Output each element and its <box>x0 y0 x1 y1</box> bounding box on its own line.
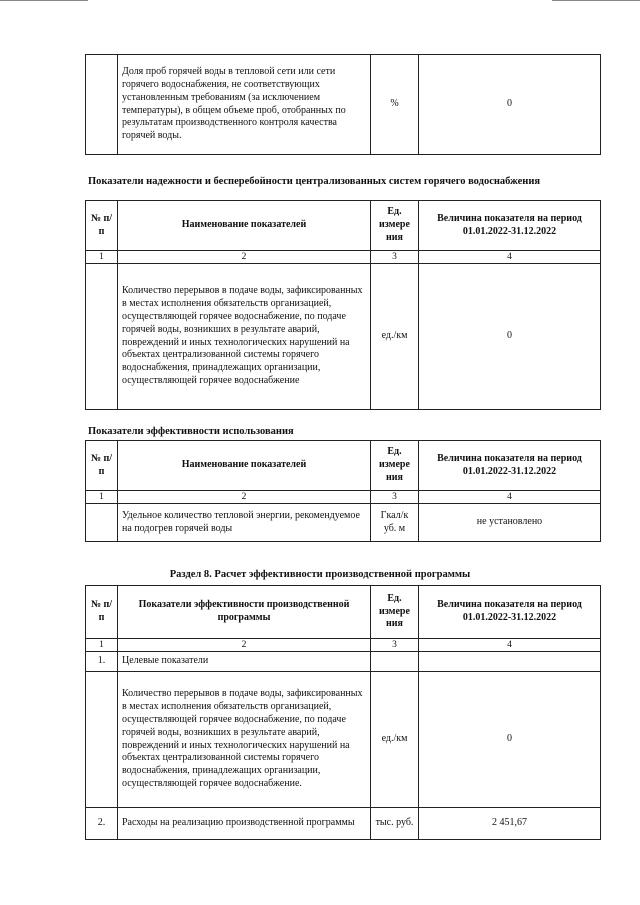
value-cell: не установлено <box>419 504 601 542</box>
indicator-name: Количество перерывов в подаче воды, зафиксированных в местах исполнения обязательств организацией, осуществляющей горячее водоснабжение, по подаче горячей воды, возникших в результате аварий, повреждений и иных технологических нарушений на объектах централизованной системы горячего водоснабжения, принадлежащих организации, осуществляющей горячее водоснабжение <box>118 264 371 410</box>
row-number-cell <box>86 504 118 542</box>
unit-cell: ед./км <box>371 672 419 808</box>
indicator-name: Доля проб горячей воды в тепловой сети или сети горячего водоснабжения, не соответствующих установленным требованиям (за исключением температуры), в общем объеме проб, отобранных по результатам производственного контроля качества горячей воды. <box>118 55 371 155</box>
table-row <box>86 672 601 808</box>
header-unit: Ед. измере ния <box>371 201 419 251</box>
section-heading-efficiency: Показатели эффективности использования <box>88 426 294 437</box>
header-name: Наименование показателей <box>118 441 371 491</box>
table-header-row <box>86 586 601 639</box>
section-heading-reliability: Показатели надежности и бесперебойности централизованных систем горячего водоснабжения <box>88 176 541 187</box>
header-period: Величина показателя на период 01.01.2022-31.12.2022 <box>419 441 601 491</box>
col-number-2: 2 <box>118 639 371 652</box>
efficiency-table <box>85 440 601 542</box>
value-cell: 0 <box>419 672 601 808</box>
header-num: № п/п <box>86 586 118 639</box>
row-number-cell <box>86 264 118 410</box>
quality-table-continuation <box>85 54 601 155</box>
header-num: № п/п <box>86 201 118 251</box>
unit-cell <box>371 652 419 672</box>
value-cell: 0 <box>419 55 601 155</box>
table-row <box>86 808 601 840</box>
column-number-row <box>86 251 601 264</box>
column-number-row <box>86 639 601 652</box>
header-unit: Ед. измере ния <box>371 586 419 639</box>
production-program-table <box>85 585 601 840</box>
unit-cell: % <box>371 55 419 155</box>
group-label: Целевые показатели <box>118 652 371 672</box>
indicator-name: Удельное количество тепловой энергии, рекомендуемое на подогрев горячей воды <box>118 504 371 542</box>
unit-cell: ед./км <box>371 264 419 410</box>
value-cell: 0 <box>419 264 601 410</box>
col-number-4: 4 <box>419 639 601 652</box>
column-number-row <box>86 491 601 504</box>
row-number-cell: 2. <box>86 808 118 840</box>
unit-cell: тыс. руб. <box>371 808 419 840</box>
group-row <box>86 652 601 672</box>
row-number-cell <box>86 55 118 155</box>
col-number-3: 3 <box>371 251 419 264</box>
reliability-table <box>85 200 601 410</box>
value-cell: 2 451,67 <box>419 808 601 840</box>
table-row <box>86 504 601 542</box>
unit-cell: Гкал/к уб. м <box>371 504 419 542</box>
page-top-rule-right <box>552 0 640 1</box>
col-number-4: 4 <box>419 491 601 504</box>
table-header-row <box>86 201 601 251</box>
col-number-2: 2 <box>118 491 371 504</box>
col-number-4: 4 <box>419 251 601 264</box>
header-name: Показатели эффективности производственной программы <box>118 586 371 639</box>
col-number-1: 1 <box>86 251 118 264</box>
header-unit: Ед. измере ния <box>371 441 419 491</box>
value-cell <box>419 652 601 672</box>
section-heading-section8: Раздел 8. Расчет эффективности производственной программы <box>169 569 471 580</box>
header-period: Величина показателя на период 01.01.2022-31.12.2022 <box>419 586 601 639</box>
col-number-3: 3 <box>371 491 419 504</box>
indicator-name: Расходы на реализацию производственной программы <box>118 808 371 840</box>
header-period: Величина показателя на период 01.01.2022-31.12.2022 <box>419 201 601 251</box>
col-number-3: 3 <box>371 639 419 652</box>
table-header-row <box>86 441 601 491</box>
table-row <box>86 264 601 410</box>
col-number-1: 1 <box>86 639 118 652</box>
row-number-cell <box>86 672 118 808</box>
indicator-name: Количество перерывов в подаче воды, зафиксированных в местах исполнения обязательств организацией, осуществляющей горячее водоснабжение, по подаче горячей воды, возникших в результате аварий, повреждений и иных технологических нарушений на объектах централизованной системы горячего водоснабжения, принадлежащих организации, осуществляющей горячее водоснабжение. <box>118 672 371 808</box>
col-number-2: 2 <box>118 251 371 264</box>
col-number-1: 1 <box>86 491 118 504</box>
page-top-rule-left <box>0 0 88 1</box>
table-row <box>86 55 601 155</box>
group-number: 1. <box>86 652 118 672</box>
header-name: Наименование показателей <box>118 201 371 251</box>
header-num: № п/п <box>86 441 118 491</box>
